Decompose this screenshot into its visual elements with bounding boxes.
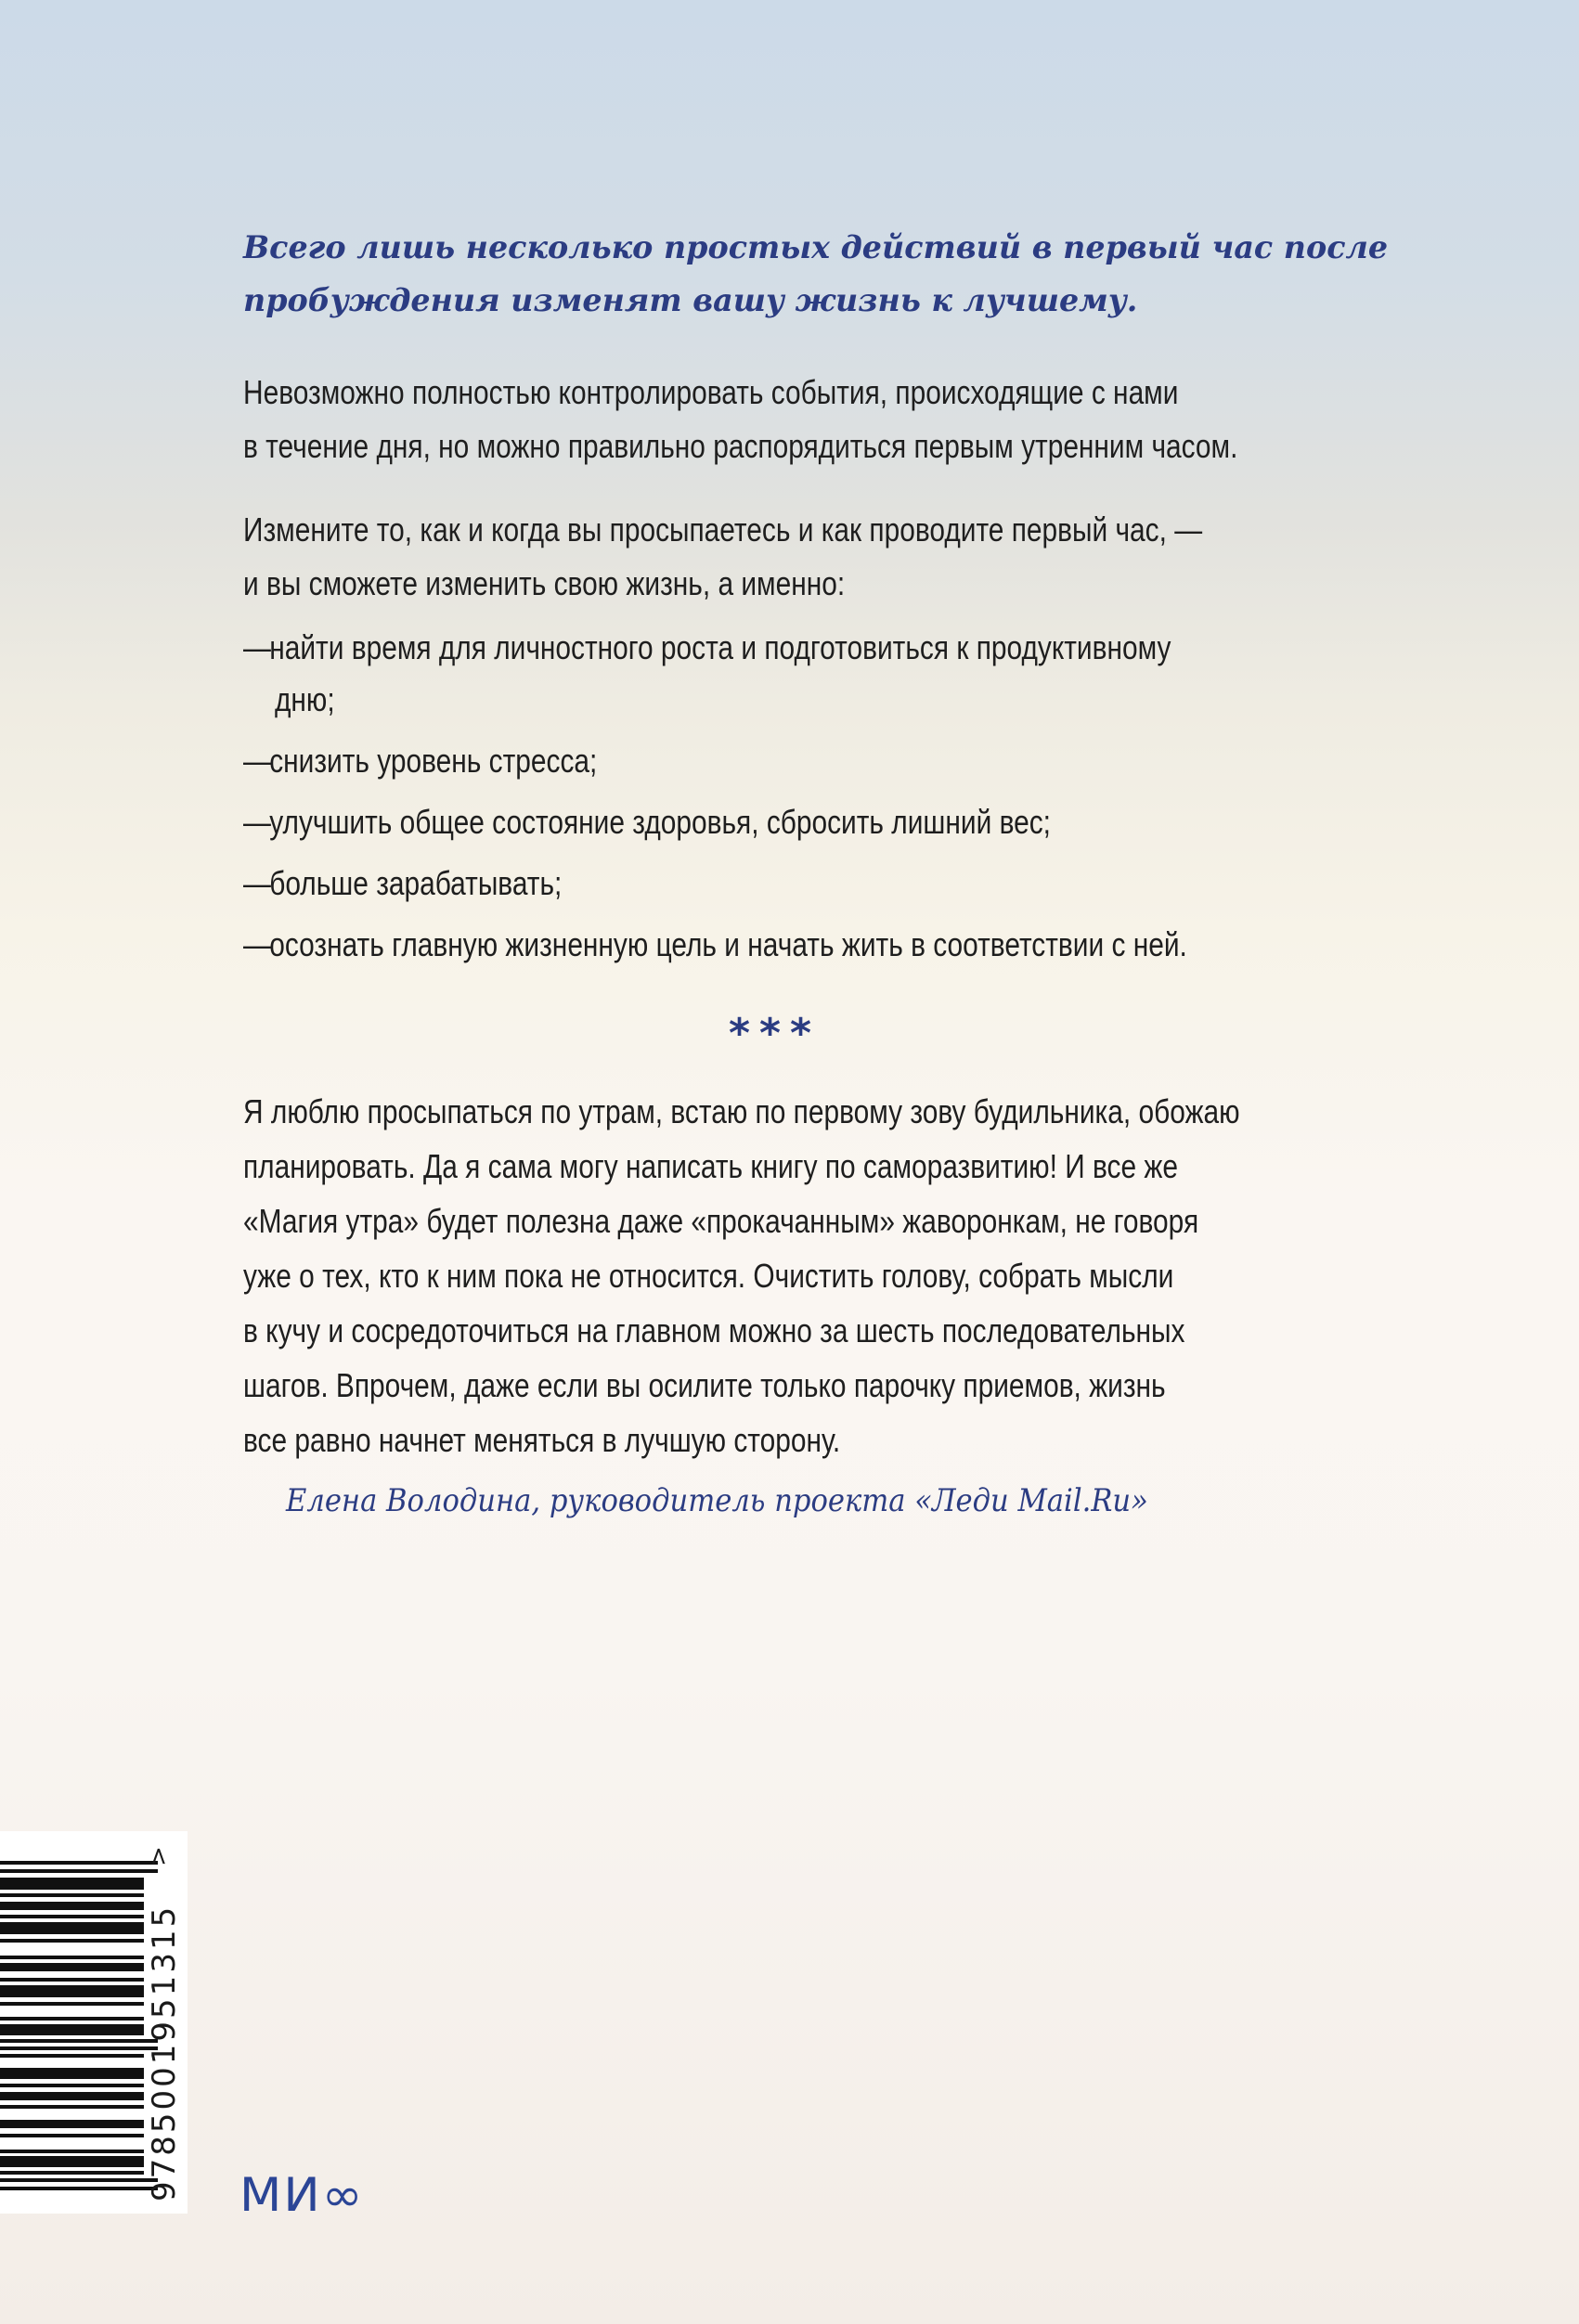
review-line: планировать. Да я сама могу написать книгу по саморазвитию! И все же [243, 1147, 1178, 1185]
list-item [243, 744, 597, 778]
dash-bullet: — [243, 742, 271, 780]
list-item-text: улучшить общее состояние здоровья, сбросить лишний вес; [269, 803, 1051, 841]
isbn-number: 9785001951315 [146, 1904, 183, 2201]
list-item [243, 628, 1171, 666]
dash-bullet: — [243, 628, 271, 666]
list-item [243, 864, 563, 902]
dash-bullet: — [243, 864, 271, 902]
tagline-line-1: Всего лишь несколько простых действий в первый час после [243, 229, 1389, 266]
asterisk-divider: *** [729, 1010, 822, 1057]
intro-paragraph-1-line-2: в течение дня, но можно правильно распорядиться первым утренним часом. [243, 427, 1238, 465]
review-line: уже о тех, кто к ним пока не относится. Очистить голову, собрать мысли [243, 1257, 1174, 1295]
tagline-line-2: пробуждения изменят вашу жизнь к лучшему. [243, 282, 1138, 319]
list-item-continuation: дню; [275, 680, 335, 718]
review-line: «Магия утра» будет полезна даже «прокачанным» жаворонкам, не говоря [243, 1202, 1199, 1240]
list-item [243, 803, 1051, 841]
list-item-text: осознать главную жизненную цель и начать жить в соответствии с ней. [269, 925, 1187, 963]
intro-paragraph-2-line-1: Измените то, как и когда вы просыпаетесь и как проводите первый час, — [243, 510, 1203, 549]
dash-bullet: — [243, 803, 271, 841]
dash-bullet: — [243, 925, 271, 963]
review-line: Я люблю просыпаться по утрам, встаю по первому зову будильника, обожаю [243, 1092, 1240, 1130]
list-item-text: найти время для личностного роста и подготовиться к продуктивному [269, 628, 1171, 666]
review-line: шагов. Впрочем, даже если вы осилите только парочку приемов, жизнь [243, 1366, 1166, 1404]
list-item [243, 925, 1187, 963]
intro-paragraph-1-line-1: Невозможно полностью контролировать события, происходящие с нами [243, 373, 1179, 411]
review-line: в кучу и сосредоточиться на главном можно за шесть последовательных [243, 1311, 1185, 1349]
review-line: все равно начнет меняться в лучшую сторону. [243, 1421, 841, 1459]
list-item-text: снизить уровень стресса; [269, 742, 598, 780]
review-signature: Елена Володина, руководитель проекта «Леди Mail.Ru» [286, 1482, 1148, 1519]
barcode-end-marker: > [144, 1846, 173, 1866]
list-item-text: больше зарабатывать; [269, 864, 563, 902]
intro-paragraph-2-line-2: и вы сможете изменить свою жизнь, а именно: [243, 564, 846, 602]
publisher-logo: МИ∞ [239, 2168, 365, 2222]
